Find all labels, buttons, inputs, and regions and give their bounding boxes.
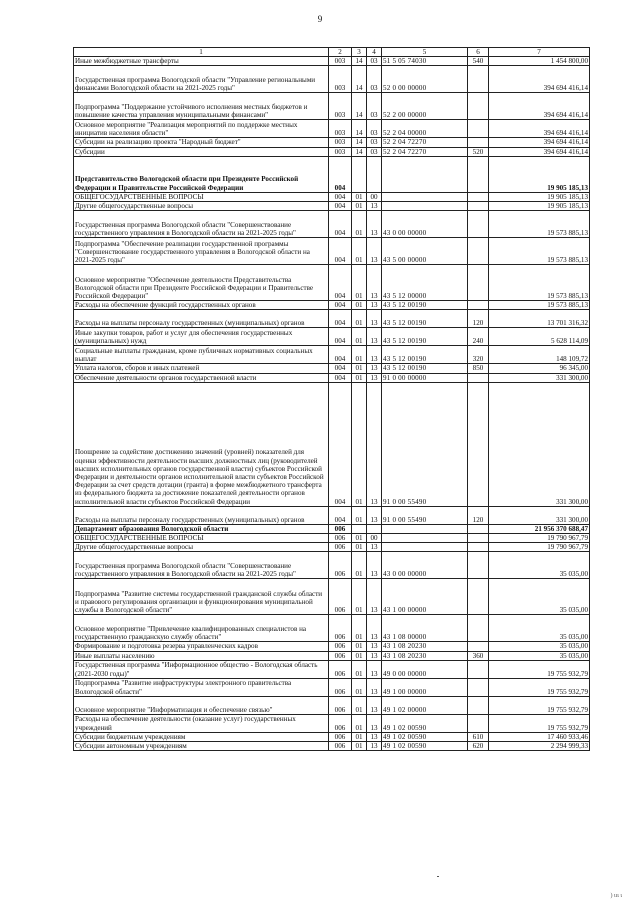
amount-cell: 19 905 185,13	[489, 192, 590, 201]
code-section-cell: 01	[352, 714, 367, 732]
header-cell: 6	[468, 48, 489, 57]
code-section-cell: 01	[352, 651, 367, 660]
row-name-cell: Государственная программа Вологодской области "Совершенствование государственного управления в Вологодской области на 2021-2025 годы"	[74, 211, 329, 238]
row-name-cell: Государственная программа "Информационное общество - Вологодская область (2021-2030 годы)"	[74, 660, 329, 678]
code-ministry-cell: 006	[329, 615, 352, 642]
code-target-cell: 49 1 02 00590	[382, 714, 468, 732]
code-ministry-cell: 004	[329, 364, 352, 373]
code-section-cell: 01	[352, 301, 367, 310]
row-name-cell: Государственная программа Вологодской области "Управление региональными финансами Вологодской области на 2021-2025 годы"	[74, 66, 329, 93]
code-section-cell: 01	[352, 506, 367, 524]
code-section-cell: 01	[352, 192, 367, 201]
code-target-cell: 43 0 00 00000	[382, 552, 468, 579]
code-section-cell: 01	[352, 678, 367, 696]
code-subsection-cell: 03	[367, 66, 382, 93]
amount-cell: 19 573 885,13	[489, 238, 590, 265]
code-subsection-cell: 03	[367, 57, 382, 66]
table-row	[74, 714, 590, 732]
code-expense-type-cell: 120	[468, 506, 489, 524]
table-row	[74, 156, 590, 192]
code-ministry-cell: 003	[329, 138, 352, 147]
code-target-cell: 43 5 12 00000	[382, 265, 468, 301]
amount-cell: 19 905 185,13	[489, 156, 590, 192]
header-cell: 3	[352, 48, 367, 57]
amount-cell: 19 755 932,79	[489, 678, 590, 696]
code-expense-type-cell	[468, 543, 489, 552]
code-subsection-cell: 13	[367, 301, 382, 310]
code-target-cell	[382, 202, 468, 211]
row-name-cell: Подпрограмма "Развитие системы государственной гражданской службы области и правового регулирования организации и функционирования муниципальной службы в Вологодской области"	[74, 579, 329, 615]
row-name-cell: Государственная программа Вологодской области "Совершенствование государственного управления в Вологодской области на 2021-2025 годы"	[74, 552, 329, 579]
code-section-cell: 01	[352, 202, 367, 211]
table-row	[74, 66, 590, 93]
code-target-cell: 52 2 04 72270	[382, 147, 468, 156]
code-target-cell: 52 2 00 00000	[382, 93, 468, 120]
table-row	[74, 660, 590, 678]
code-expense-type-cell: 320	[468, 346, 489, 364]
code-expense-type-cell	[468, 202, 489, 211]
code-subsection-cell: 13	[367, 211, 382, 238]
code-ministry-cell: 004	[329, 301, 352, 310]
code-target-cell: 43 1 08 20230	[382, 642, 468, 651]
row-name-cell: Расходы на выплаты персоналу государственных (муниципальных) органов	[74, 506, 329, 524]
code-expense-type-cell: 850	[468, 364, 489, 373]
code-subsection-cell: 13	[367, 651, 382, 660]
code-ministry-cell: 006	[329, 660, 352, 678]
table-row	[74, 346, 590, 364]
code-ministry-cell: 006	[329, 579, 352, 615]
table-row	[74, 732, 590, 741]
code-target-cell: 52 2 04 00000	[382, 120, 468, 138]
table-row	[74, 138, 590, 147]
code-ministry-cell: 003	[329, 147, 352, 156]
code-target-cell	[382, 534, 468, 543]
row-name-cell: Поощрение за содействие достижению значений (уровней) показателей для оценки эффективности деятельности высших должностных лиц (руководителей высших исполнительных органов государственной власти) субъектов Российской Федерации и деятельности органов исполнительной власти субъектов Российской Федерации за счет средств дотации (гранта) в форме межбюджетного трансферта из федерального бюджета за достижение показателей деятельности органов исполнительной власти субъектов Российской Федерации	[74, 382, 329, 506]
code-subsection-cell: 13	[367, 714, 382, 732]
table-row	[74, 373, 590, 382]
code-ministry-cell: 006	[329, 552, 352, 579]
row-name-cell: Основное мероприятие "Реализация мероприятий по поддержке местных инициатив населения области"	[74, 120, 329, 138]
amount-cell: 394 694 416,14	[489, 147, 590, 156]
code-target-cell: 43 5 12 00190	[382, 364, 468, 373]
code-expense-type-cell	[468, 579, 489, 615]
code-target-cell: 49 0 00 00000	[382, 660, 468, 678]
code-ministry-cell: 004	[329, 373, 352, 382]
row-name-cell: Подпрограмма "Обеспечение реализации государственной программы "Совершенствование государственного управления в Вологодской области на 2021-2025 годы"	[74, 238, 329, 265]
code-expense-type-cell: 520	[468, 147, 489, 156]
code-expense-type-cell	[468, 552, 489, 579]
amount-cell: 331 300,00	[489, 506, 590, 524]
code-subsection-cell: 03	[367, 120, 382, 138]
code-subsection-cell: 13	[367, 615, 382, 642]
code-expense-type-cell	[468, 615, 489, 642]
code-target-cell: 43 5 12 00190	[382, 346, 468, 364]
row-name-cell: Расходы на обеспечение функций государственных органов	[74, 301, 329, 310]
code-target-cell: 91 0 00 55490	[382, 506, 468, 524]
code-section-cell: 01	[352, 534, 367, 543]
header-cell: 1	[74, 48, 329, 57]
amount-cell: 394 694 416,14	[489, 93, 590, 120]
row-name-cell: Уплата налогов, сборов и иных платежей	[74, 364, 329, 373]
code-ministry-cell: 004	[329, 265, 352, 301]
amount-cell: 35 035,00	[489, 615, 590, 642]
table-row	[74, 238, 590, 265]
code-ministry-cell: 004	[329, 156, 352, 192]
code-subsection-cell: 13	[367, 660, 382, 678]
table-row	[74, 301, 590, 310]
table-row	[74, 615, 590, 642]
code-expense-type-cell	[468, 642, 489, 651]
code-section-cell: 01	[352, 732, 367, 741]
code-expense-type-cell: 540	[468, 57, 489, 66]
amount-cell: 17 460 933,46	[489, 732, 590, 741]
code-section-cell: 01	[352, 615, 367, 642]
code-target-cell: 52 0 00 00000	[382, 66, 468, 93]
code-target-cell: 91 0 00 55490	[382, 382, 468, 506]
footer-mark: ) ιιι ι	[610, 893, 622, 899]
code-target-cell: 52 2 04 72270	[382, 138, 468, 147]
code-expense-type-cell	[468, 678, 489, 696]
table-row	[74, 93, 590, 120]
code-section-cell: 14	[352, 120, 367, 138]
code-subsection-cell: 13	[367, 364, 382, 373]
row-name-cell: Формирование и подготовка резерва управленческих кадров	[74, 642, 329, 651]
code-subsection-cell: 13	[367, 742, 382, 751]
code-target-cell: 43 5 00 00000	[382, 238, 468, 265]
code-ministry-cell: 006	[329, 742, 352, 751]
code-section-cell	[352, 156, 367, 192]
code-expense-type-cell	[468, 93, 489, 120]
amount-cell: 19 573 885,13	[489, 301, 590, 310]
code-target-cell: 49 1 02 00590	[382, 732, 468, 741]
code-subsection-cell	[367, 156, 382, 192]
row-name-cell: Субсидии	[74, 147, 329, 156]
row-name-cell: Основное мероприятие "Привлечение квалифицированных специалистов на государственную гражданскую службу области"	[74, 615, 329, 642]
row-name-cell: Субсидии на реализацию проекта "Народный бюджет"	[74, 138, 329, 147]
row-name-cell: Субсидии бюджетным учреждениям	[74, 732, 329, 741]
row-name-cell: Иные межбюджетные трансферты	[74, 57, 329, 66]
scan-mark	[437, 876, 439, 877]
amount-cell: 2 294 999,33	[489, 742, 590, 751]
table-row	[74, 211, 590, 238]
code-target-cell: 49 1 00 00000	[382, 678, 468, 696]
code-section-cell: 01	[352, 211, 367, 238]
row-name-cell: Основное мероприятие "Обеспечение деятельности Представительства Вологодской области при Президенте Российской Федерации и Правительстве Российской Федерации"	[74, 265, 329, 301]
code-section-cell: 01	[352, 346, 367, 364]
code-expense-type-cell	[468, 382, 489, 506]
amount-cell: 35 035,00	[489, 579, 590, 615]
amount-cell: 1 454 800,00	[489, 57, 590, 66]
amount-cell: 35 035,00	[489, 651, 590, 660]
page-number: 9	[317, 14, 323, 24]
amount-cell: 19 573 885,13	[489, 265, 590, 301]
code-section-cell: 01	[352, 373, 367, 382]
table-header-row	[74, 48, 590, 57]
table-row	[74, 202, 590, 211]
table-row	[74, 642, 590, 651]
row-name-cell: Другие общегосударственные вопросы	[74, 202, 329, 211]
code-expense-type-cell	[468, 66, 489, 93]
code-subsection-cell: 00	[367, 534, 382, 543]
amount-cell: 19 790 967,79	[489, 543, 590, 552]
code-subsection-cell: 13	[367, 382, 382, 506]
amount-cell: 35 035,00	[489, 552, 590, 579]
amount-cell: 148 109,72	[489, 346, 590, 364]
code-section-cell: 14	[352, 147, 367, 156]
code-subsection-cell: 03	[367, 93, 382, 120]
row-name-cell: Подпрограмма "Поддержание устойчивого исполнения местных бюджетов и повышение качества управления муниципальными финансами"	[74, 93, 329, 120]
code-expense-type-cell	[468, 192, 489, 201]
code-ministry-cell: 006	[329, 642, 352, 651]
code-subsection-cell: 13	[367, 310, 382, 328]
code-subsection-cell: 13	[367, 328, 382, 346]
amount-cell: 394 694 416,14	[489, 138, 590, 147]
table-row	[74, 534, 590, 543]
code-expense-type-cell	[468, 524, 489, 533]
code-expense-type-cell	[468, 156, 489, 192]
code-ministry-cell: 004	[329, 202, 352, 211]
code-target-cell: 43 5 12 00190	[382, 310, 468, 328]
header-cell: 5	[382, 48, 468, 57]
amount-cell: 19 905 185,13	[489, 202, 590, 211]
code-subsection-cell: 00	[367, 192, 382, 201]
code-expense-type-cell	[468, 238, 489, 265]
code-target-cell: 43 1 00 00000	[382, 579, 468, 615]
table-row	[74, 579, 590, 615]
code-subsection-cell: 13	[367, 373, 382, 382]
code-section-cell: 01	[352, 552, 367, 579]
row-name-cell: ОБЩЕГОСУДАРСТВЕННЫЕ ВОПРОСЫ	[74, 192, 329, 201]
row-name-cell: Подпрограмма "Развитие инфраструктуры электронного правительства Вологодской области"	[74, 678, 329, 696]
code-ministry-cell: 006	[329, 524, 352, 533]
row-name-cell: ОБЩЕГОСУДАРСТВЕННЫЕ ВОПРОСЫ	[74, 534, 329, 543]
amount-cell: 5 628 114,09	[489, 328, 590, 346]
code-section-cell: 01	[352, 364, 367, 373]
header-cell: 7	[489, 48, 590, 57]
code-section-cell: 14	[352, 66, 367, 93]
table-row	[74, 120, 590, 138]
code-ministry-cell: 006	[329, 534, 352, 543]
code-target-cell: 43 5 12 00190	[382, 301, 468, 310]
code-section-cell: 01	[352, 328, 367, 346]
amount-cell: 19 573 885,13	[489, 211, 590, 238]
table-row	[74, 742, 590, 751]
row-name-cell: Социальные выплаты гражданам, кроме публичных нормативных социальных выплат	[74, 346, 329, 364]
table-row	[74, 265, 590, 301]
code-expense-type-cell: 610	[468, 732, 489, 741]
code-ministry-cell: 004	[329, 328, 352, 346]
table-row	[74, 310, 590, 328]
code-subsection-cell: 13	[367, 552, 382, 579]
code-expense-type-cell	[468, 696, 489, 714]
amount-cell: 331 300,00	[489, 382, 590, 506]
code-expense-type-cell	[468, 120, 489, 138]
header-cell: 2	[329, 48, 352, 57]
code-expense-type-cell: 360	[468, 651, 489, 660]
code-section-cell: 01	[352, 310, 367, 328]
code-section-cell: 01	[352, 543, 367, 552]
row-name-cell: Иные выплаты населению	[74, 651, 329, 660]
code-expense-type-cell	[468, 534, 489, 543]
code-subsection-cell: 13	[367, 642, 382, 651]
code-section-cell: 01	[352, 265, 367, 301]
code-expense-type-cell	[468, 138, 489, 147]
code-ministry-cell: 006	[329, 714, 352, 732]
amount-cell: 394 694 416,14	[489, 66, 590, 93]
amount-cell: 96 345,00	[489, 364, 590, 373]
code-subsection-cell: 13	[367, 678, 382, 696]
code-subsection-cell: 13	[367, 506, 382, 524]
code-subsection-cell: 13	[367, 238, 382, 265]
code-ministry-cell: 004	[329, 192, 352, 201]
amount-cell: 13 701 316,32	[489, 310, 590, 328]
code-target-cell: 49 1 02 00590	[382, 742, 468, 751]
row-name-cell: Расходы на выплаты персоналу государственных (муниципальных) органов	[74, 310, 329, 328]
code-subsection-cell: 13	[367, 696, 382, 714]
code-expense-type-cell	[468, 265, 489, 301]
table-row	[74, 524, 590, 533]
code-ministry-cell: 006	[329, 543, 352, 552]
code-section-cell: 01	[352, 238, 367, 265]
code-ministry-cell: 006	[329, 678, 352, 696]
code-ministry-cell: 004	[329, 382, 352, 506]
code-subsection-cell: 13	[367, 579, 382, 615]
row-name-cell: Основное мероприятие "Информатизация и обеспечение связью"	[74, 696, 329, 714]
code-target-cell: 43 0 00 00000	[382, 211, 468, 238]
code-ministry-cell: 003	[329, 57, 352, 66]
code-section-cell: 01	[352, 742, 367, 751]
table-row	[74, 328, 590, 346]
code-ministry-cell: 004	[329, 506, 352, 524]
amount-cell: 19 790 967,79	[489, 534, 590, 543]
code-section-cell: 01	[352, 642, 367, 651]
code-subsection-cell: 13	[367, 346, 382, 364]
row-name-cell: Представительство Вологодской области при Президенте Российской Федерации и Правительстве Российской Федерации	[74, 156, 329, 192]
code-section-cell: 01	[352, 660, 367, 678]
code-expense-type-cell	[468, 211, 489, 238]
table-row	[74, 678, 590, 696]
code-target-cell: 49 1 02 00000	[382, 696, 468, 714]
code-subsection-cell: 13	[367, 202, 382, 211]
table-row	[74, 364, 590, 373]
table-row	[74, 651, 590, 660]
code-target-cell	[382, 543, 468, 552]
table-row	[74, 192, 590, 201]
code-section-cell: 14	[352, 57, 367, 66]
table-row	[74, 147, 590, 156]
table-row	[74, 506, 590, 524]
code-subsection-cell: 03	[367, 147, 382, 156]
code-section-cell: 14	[352, 138, 367, 147]
amount-cell: 19 755 932,79	[489, 714, 590, 732]
row-name-cell: Другие общегосударственные вопросы	[74, 543, 329, 552]
table-row	[74, 543, 590, 552]
code-ministry-cell: 003	[329, 66, 352, 93]
code-ministry-cell: 003	[329, 120, 352, 138]
amount-cell: 394 694 416,14	[489, 120, 590, 138]
code-target-cell: 43 5 12 00190	[382, 328, 468, 346]
row-name-cell: Расходы на обеспечение деятельности (оказание услуг) государственных учреждений	[74, 714, 329, 732]
code-target-cell	[382, 524, 468, 533]
code-ministry-cell: 004	[329, 310, 352, 328]
code-ministry-cell: 003	[329, 93, 352, 120]
code-ministry-cell: 006	[329, 651, 352, 660]
row-name-cell: Субсидии автономным учреждениям	[74, 742, 329, 751]
amount-cell: 21 956 370 688,47	[489, 524, 590, 533]
code-expense-type-cell	[468, 301, 489, 310]
code-expense-type-cell	[468, 714, 489, 732]
table-row	[74, 382, 590, 506]
budget-table	[73, 47, 590, 751]
table-row	[74, 57, 590, 66]
code-section-cell: 01	[352, 696, 367, 714]
row-name-cell: Обеспечение деятельности органов государственной власти	[74, 373, 329, 382]
code-ministry-cell: 006	[329, 696, 352, 714]
code-expense-type-cell: 240	[468, 328, 489, 346]
table-row	[74, 552, 590, 579]
code-expense-type-cell	[468, 373, 489, 382]
code-subsection-cell: 13	[367, 543, 382, 552]
header-cell: 4	[367, 48, 382, 57]
code-target-cell: 43 1 08 00000	[382, 615, 468, 642]
code-target-cell	[382, 156, 468, 192]
code-target-cell: 91 0 00 00000	[382, 373, 468, 382]
code-section-cell: 14	[352, 93, 367, 120]
code-target-cell: 43 1 08 20230	[382, 651, 468, 660]
code-target-cell: 51 5 05 74030	[382, 57, 468, 66]
code-ministry-cell: 004	[329, 346, 352, 364]
amount-cell: 19 755 932,79	[489, 660, 590, 678]
row-name-cell: Департамент образования Вологодской области	[74, 524, 329, 533]
code-section-cell	[352, 524, 367, 533]
amount-cell: 19 755 932,79	[489, 696, 590, 714]
code-ministry-cell: 004	[329, 238, 352, 265]
code-subsection-cell: 13	[367, 732, 382, 741]
code-ministry-cell: 004	[329, 211, 352, 238]
amount-cell: 331 300,00	[489, 373, 590, 382]
code-subsection-cell: 03	[367, 138, 382, 147]
code-section-cell: 01	[352, 579, 367, 615]
amount-cell: 35 035,00	[489, 642, 590, 651]
code-ministry-cell: 006	[329, 732, 352, 741]
code-target-cell	[382, 192, 468, 201]
code-subsection-cell: 13	[367, 265, 382, 301]
code-subsection-cell	[367, 524, 382, 533]
code-expense-type-cell: 120	[468, 310, 489, 328]
code-expense-type-cell: 620	[468, 742, 489, 751]
row-name-cell: Иные закупки товаров, работ и услуг для обеспечения государственных (муниципальных) нужд	[74, 328, 329, 346]
table-row	[74, 696, 590, 714]
code-section-cell: 01	[352, 382, 367, 506]
code-expense-type-cell	[468, 660, 489, 678]
